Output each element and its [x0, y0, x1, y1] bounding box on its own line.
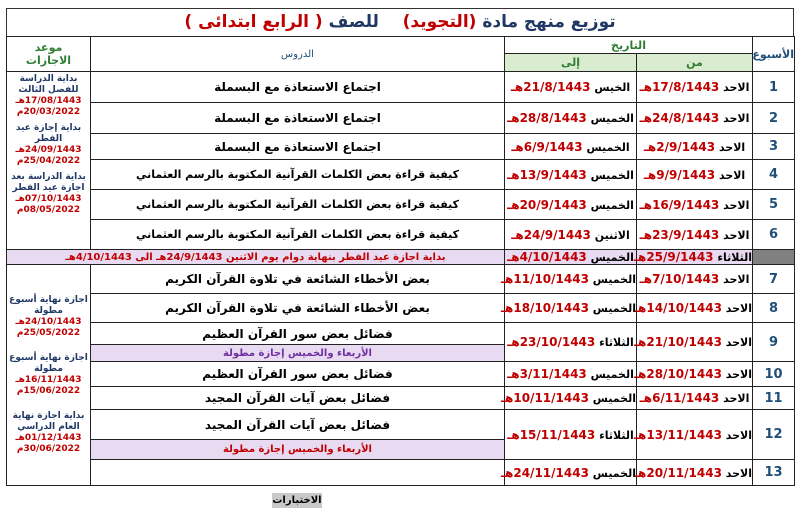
to-date: الخيس 21/8/1443هـ [505, 72, 637, 103]
holiday-item: بداية إجازة عيد الفطر 24/09/1443هـ 25/04/2022م [15, 123, 82, 166]
to-date: الخميس 20/9/1443هـ [505, 190, 637, 220]
header-lessons: الدروس [91, 37, 505, 72]
holiday-item: بداية الدراسة للفصل الثالث 17/08/1443هـ 20/03/2022م [15, 74, 82, 117]
grey-cell [753, 250, 795, 265]
lesson: فضائل بعض سور القرآن العظيم [91, 323, 505, 345]
from-date: الاحد 13/11/1443هـ [637, 410, 753, 460]
to-date: الخميس 13/9/1443هـ [505, 160, 637, 190]
lesson: كيفية قراءة بعض الكلمات القرآنية المكتوبة بالرسم العثماني [91, 160, 505, 190]
lesson: بعض الأخطاء الشائعة في تلاوة القرآن الكريم [91, 294, 505, 323]
table-row [7, 220, 795, 250]
eid-row [7, 250, 795, 265]
week-number: 10 [753, 362, 795, 387]
to-date: الخميس 10/11/1443هـ [505, 387, 637, 410]
week-number: 8 [753, 294, 795, 323]
week-number: 6 [753, 220, 795, 250]
to-date: الخميس 24/11/1443هـ [505, 460, 637, 486]
from-date: الاحد 20/11/1443هـ [637, 460, 753, 486]
title-class-label: للصف [328, 12, 379, 32]
from-date: الاحد 24/8/1443هـ [637, 103, 753, 134]
from-date: الاحد 2/9/1443هـ [637, 134, 753, 160]
table-row [7, 387, 795, 410]
lesson: اجتماع الاستعاذة مع البسملة [91, 134, 505, 160]
week-number: 9 [753, 323, 795, 362]
table-row [7, 190, 795, 220]
from-date: الاحد 9/9/1443هـ [637, 160, 753, 190]
to-date: الخميس 11/10/1443هـ [505, 265, 637, 294]
to-date: الخميس 18/10/1443هـ [505, 294, 637, 323]
table-row [7, 294, 795, 323]
holiday-item: اجازة نهاية أسبوع مطولة 16/11/1443هـ 15/06/2022م [9, 353, 88, 396]
long-weekend-note: الأربعاء والخميس إجازة مطولة [91, 345, 505, 362]
header-holidays: موعد الاجازات [7, 37, 91, 72]
holiday-item: بداية اجازة نهاية العام الدراسي 01/12/1443هـ 30/06/2022م [12, 411, 85, 454]
from-date: الاحد 21/10/1443هـ [637, 323, 753, 362]
from-date: الاحد 14/10/1443هـ [637, 294, 753, 323]
from-date: الاحد 16/9/1443هـ [637, 190, 753, 220]
holidays-bottom [7, 265, 91, 486]
table-row [7, 265, 795, 294]
table-row [7, 103, 795, 134]
to-date: الخميس 3/11/1443هـ [505, 362, 637, 387]
table-row [7, 72, 795, 103]
to-date: الثلاثاء 15/11/1443هـ [505, 410, 637, 460]
exams-label: الاختبارات [272, 495, 322, 506]
week-number: 13 [753, 460, 795, 486]
week-number: 3 [753, 134, 795, 160]
week-number: 1 [753, 72, 795, 103]
week-number: 12 [753, 410, 795, 460]
week-number: 7 [753, 265, 795, 294]
to-date: الخميس 4/10/1443هـ [505, 250, 637, 265]
lesson: كيفية قراءة بعض الكلمات القرآنية المكتوبة بالرسم العثماني [91, 220, 505, 250]
eid-note: بداية اجازة عيد الفطر بنهاية دوام يوم الاثنين 24/9/1443هـ الى 4/10/1443هـ [7, 250, 505, 265]
holidays-top [7, 72, 91, 250]
from-date: الثلاثاء 25/9/1443هـ [633, 250, 753, 264]
curriculum-table [6, 36, 795, 486]
header-from: من [637, 54, 753, 72]
title-grade: ( الرابع ابتدائى ) [184, 12, 323, 32]
table-row [7, 134, 795, 160]
from-date: الاحد 6/11/1443هـ [637, 387, 753, 410]
table-row [7, 323, 795, 345]
from-date: الاحد 7/10/1443هـ [637, 265, 753, 294]
from-date: الاحد 17/8/1443هـ [637, 72, 753, 103]
title-text: توزيع منهج مادة [482, 12, 616, 32]
week-number: 5 [753, 190, 795, 220]
lesson: فضائل بعض آيات القرآن المجيد [91, 410, 505, 440]
lesson: بعض الأخطاء الشائعة في تلاوة القرآن الكريم [91, 265, 505, 294]
week-number: 2 [753, 103, 795, 134]
lesson: كيفية قراءة بعض الكلمات القرآنية المكتوبة بالرسم العثماني [91, 190, 505, 220]
table-row [7, 460, 795, 486]
header-week: الأسبوع [753, 37, 795, 72]
lesson: اجتماع الاستعاذة مع البسملة [91, 103, 505, 134]
header-to: إلى [505, 54, 637, 72]
lesson: اجتماع الاستعاذة مع البسملة [91, 72, 505, 103]
table-row [7, 160, 795, 190]
table-row [7, 410, 795, 440]
holiday-item: اجازة نهاية أسبوع مطولة 24/10/1443هـ 25/05/2022م [9, 295, 88, 338]
page-title [6, 8, 794, 37]
lesson: فضائل بعض سور القرآن العظيم [91, 362, 505, 387]
lesson [91, 460, 505, 486]
to-date: الخميس 6/9/1443هـ [505, 134, 637, 160]
from-date: الاحد 28/10/1443هـ [637, 362, 753, 387]
from-date: الاحد 23/9/1443هـ [637, 220, 753, 250]
long-weekend-note: الأربعاء والخميس إجازة مطولة [91, 440, 505, 460]
lesson: فضائل بعض آيات القرآن المجيد [91, 387, 505, 410]
header-date: التاريخ [505, 37, 753, 54]
week-number: 11 [753, 387, 795, 410]
table-row [7, 362, 795, 387]
holiday-item: بداية الدراسة بعد اجازة عيد الفطر 07/10/1443هـ 08/05/2022م [11, 172, 86, 215]
to-date: الخميس 28/8/1443هـ [505, 103, 637, 134]
to-date: الثلاثاء 23/10/1443هـ [505, 323, 637, 362]
title-subject: (التجويد) [402, 12, 477, 32]
to-date: الاثنين 24/9/1443هـ [505, 220, 637, 250]
week-number: 4 [753, 160, 795, 190]
